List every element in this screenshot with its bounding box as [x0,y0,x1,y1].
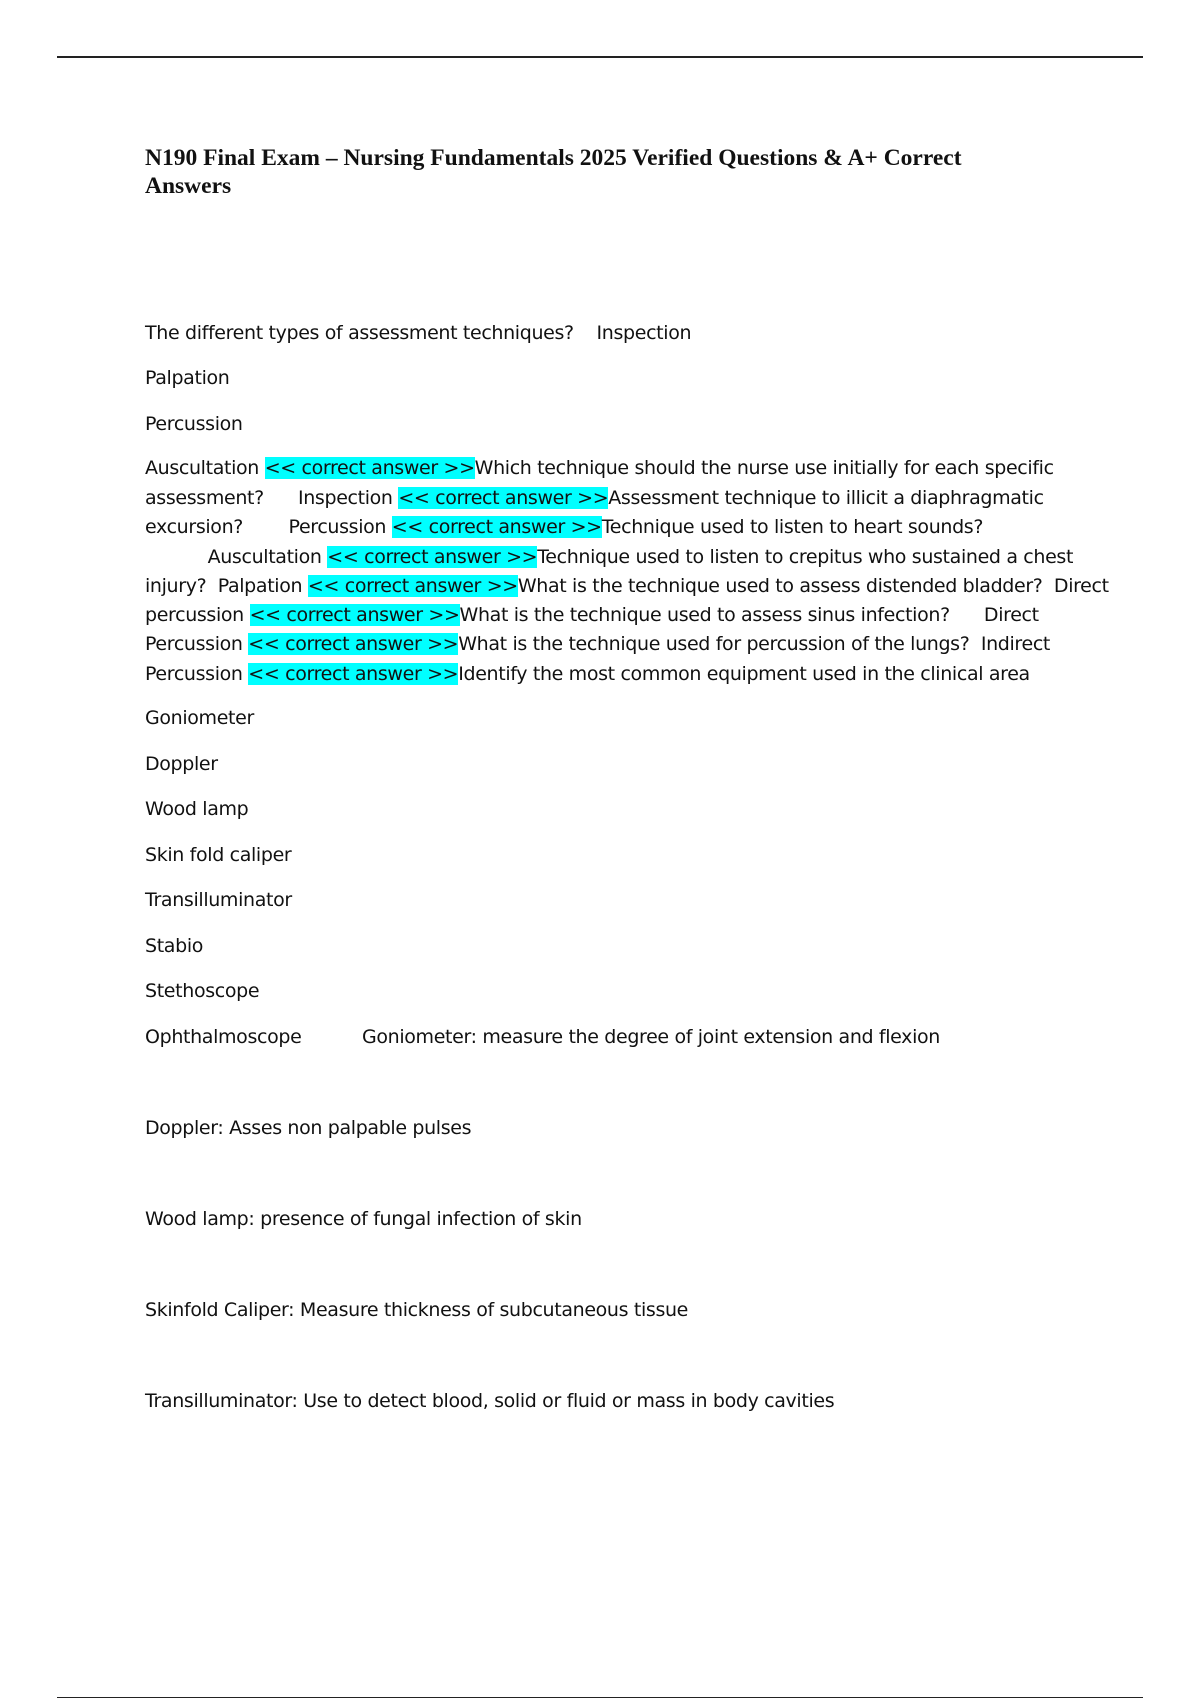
equipment-item: Goniometer [145,707,254,729]
correct-answer-marker: << correct answer >> [248,663,459,685]
correct-answer-marker: << correct answer >> [391,516,602,538]
correct-answer-marker: << correct answer >> [398,487,609,509]
definition-line: Transilluminator: Use to detect blood, solid or fluid or mass in body cavities [145,1390,835,1412]
answer-text: injury? Palpation [145,575,308,597]
qa-line [145,633,1050,655]
answer-text: Auscultation [145,546,328,568]
equipment-item: Wood lamp [145,798,249,820]
technique-item: Palpation [145,367,230,389]
qa-line [145,546,1073,568]
document-title: N190 Final Exam – Nursing Fundamentals 2025 Verified Questions & A+ Correct Answers [145,145,962,199]
intro-question: The different types of assessment techniques? [145,322,574,344]
intro-answer: Inspection [596,322,692,344]
correct-answer-marker: << correct answer >> [327,546,538,568]
equipment-item: Ophthalmoscope [145,1026,302,1048]
equipment-item: Stethoscope [145,980,260,1002]
top-rule [57,56,1143,58]
definition-line: Wood lamp: presence of fungal infection of skin [145,1208,582,1230]
correct-answer-marker: << correct answer >> [249,604,460,626]
qa-line [145,516,983,538]
definition-line: Skinfold Caliper: Measure thickness of subcutaneous tissue [145,1299,689,1321]
correct-answer-marker: << correct answer >> [307,575,518,597]
question-text: What is the technique used to assess sinus infection? Direct [459,604,1039,626]
equipment-item: Transilluminator [145,889,292,911]
answer-text: Percussion [145,633,249,655]
correct-answer-marker: << correct answer >> [264,457,475,479]
bottom-rule [57,1697,1143,1698]
question-text: What is the technique used for percussion of the lungs? Indirect [458,633,1051,655]
qa-line [145,487,1044,509]
qa-line [145,575,1109,597]
question-text: Technique used to listen to heart sounds? [601,516,984,538]
equipment-item: Stabio [145,935,204,957]
qa-line [145,604,1039,626]
answer-text: percussion [145,604,250,626]
qa-line [145,457,1054,479]
qa-line [145,663,1030,685]
definition-line: Goniometer: measure the degree of joint extension and flexion [362,1026,940,1048]
answer-text: Auscultation [145,457,265,479]
equipment-item: Skin fold caliper [145,844,292,866]
answer-text: excursion? Percussion [145,516,392,538]
definition-line: Doppler: Asses non palpable pulses [145,1117,472,1139]
question-text: Technique used to listen to crepitus who sustained a chest [537,546,1074,568]
intro-line [145,322,691,344]
technique-item: Percussion [145,413,243,435]
equipment-item: Doppler [145,753,218,775]
question-text: Assessment technique to illicit a diaphragmatic [608,487,1044,509]
answer-text: Percussion [145,663,249,685]
question-text: Identify the most common equipment used in the clinical area [458,663,1030,685]
answer-text: assessment? Inspection [145,487,399,509]
question-text: Which technique should the nurse use initially for each specific [474,457,1054,479]
correct-answer-marker: << correct answer >> [248,633,459,655]
question-text: What is the technique used to assess distended bladder? Direct [517,575,1109,597]
